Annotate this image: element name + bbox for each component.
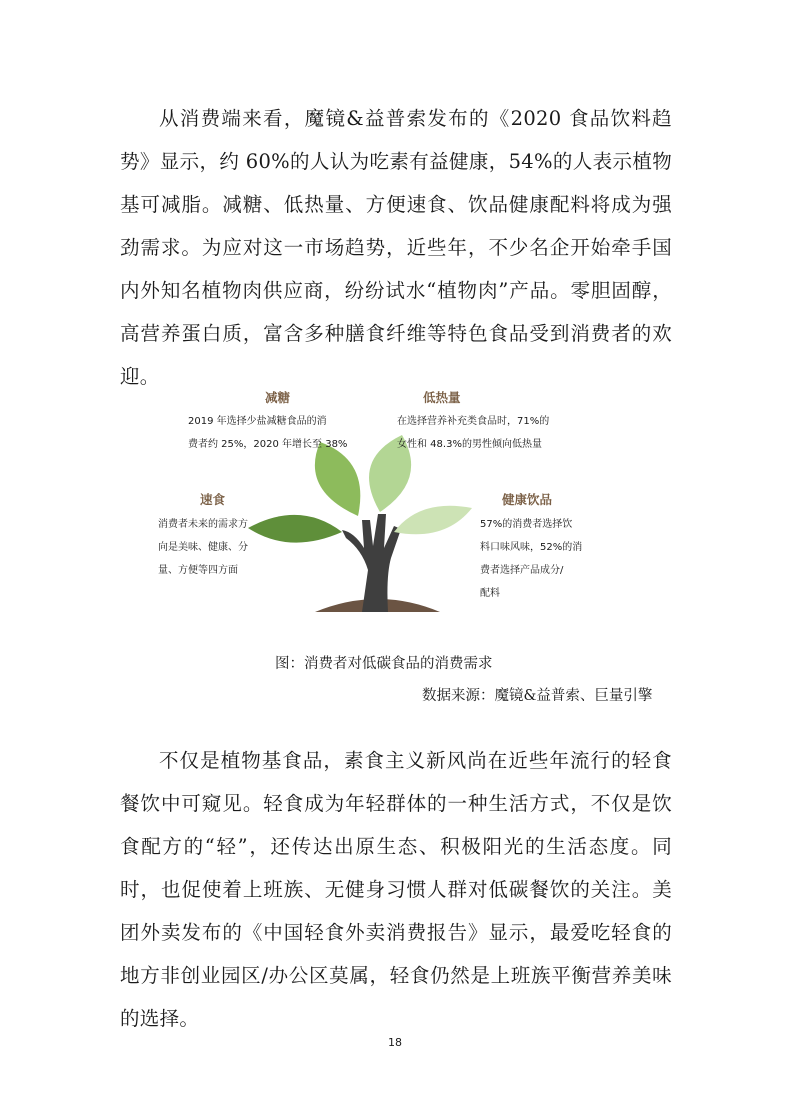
item-text-reduced-sugar: 2019 年选择少盐减糖食品的消 费者约 25%，2020 年增长至 38% <box>188 416 348 450</box>
paragraph-text: 不仅是植物基食品，素食主义新风尚在近些年流行的轻食餐饮中可窥见。轻食成为年轻群体的一种生活方式，不仅是饮食配方的“轻”，还传达出原生态、积极阳光的生活态度。同时，也促使着上班族、无健身习惯人群对低碳餐饮的关注。美团外卖发布的《中国轻食外卖消费报告》显示，最爱吃轻食的地方非创业园区/办公区莫属，轻食仍然是上班族平衡营养美味的选择。 <box>120 749 672 1030</box>
tree-trunk <box>342 514 401 612</box>
leaf-right <box>394 506 472 535</box>
consumer-demand-infographic <box>150 380 640 620</box>
body-paragraph-1 <box>120 97 672 398</box>
page-number: 18 <box>388 1036 402 1049</box>
item-title-healthy-drinks: 健康饮品 <box>502 492 553 507</box>
item-text-low-calorie: 在选择营养补充类食品时，71%的 女性和 48.3%的男性倾向低热量 <box>397 416 550 450</box>
paragraph-text: 从消费端来看，魔镜&益普索发布的《2020 食品饮料趋势》显示，约 60%的人认为吃素有益健康，54%的人表示植物基可减脂。减糖、低热量、方便速食、饮品健康配料将成为强劲需求。为应对这一市场趋势，近些年，不少名企开始牵手国内外知名植物肉供应商，纷纷试水“植物肉”产品。零胆固醇，高营养蛋白质，富含多种膳食纤维等特色食品受到消费者的欢迎。 <box>120 107 672 388</box>
item-text-fast-food: 消费者未来的需求方 向是美味、健康、分 量、方便等四方面 <box>158 519 248 576</box>
leaf-left <box>248 515 342 543</box>
item-title-reduced-sugar: 减糖 <box>265 390 291 405</box>
figure-caption: 图：消费者对低碳食品的消费需求 <box>275 656 493 672</box>
body-paragraph-2 <box>120 739 672 1040</box>
item-title-low-calorie: 低热量 <box>423 390 461 405</box>
item-title-fast-food: 速食 <box>200 492 226 507</box>
data-source: 数据来源：魔镜&益普索、巨量引擎 <box>422 688 653 704</box>
item-text-healthy-drinks: 57%的消费者选择饮 料口味风味，52%的消 费者选择产品成分/ 配料 <box>480 519 583 599</box>
